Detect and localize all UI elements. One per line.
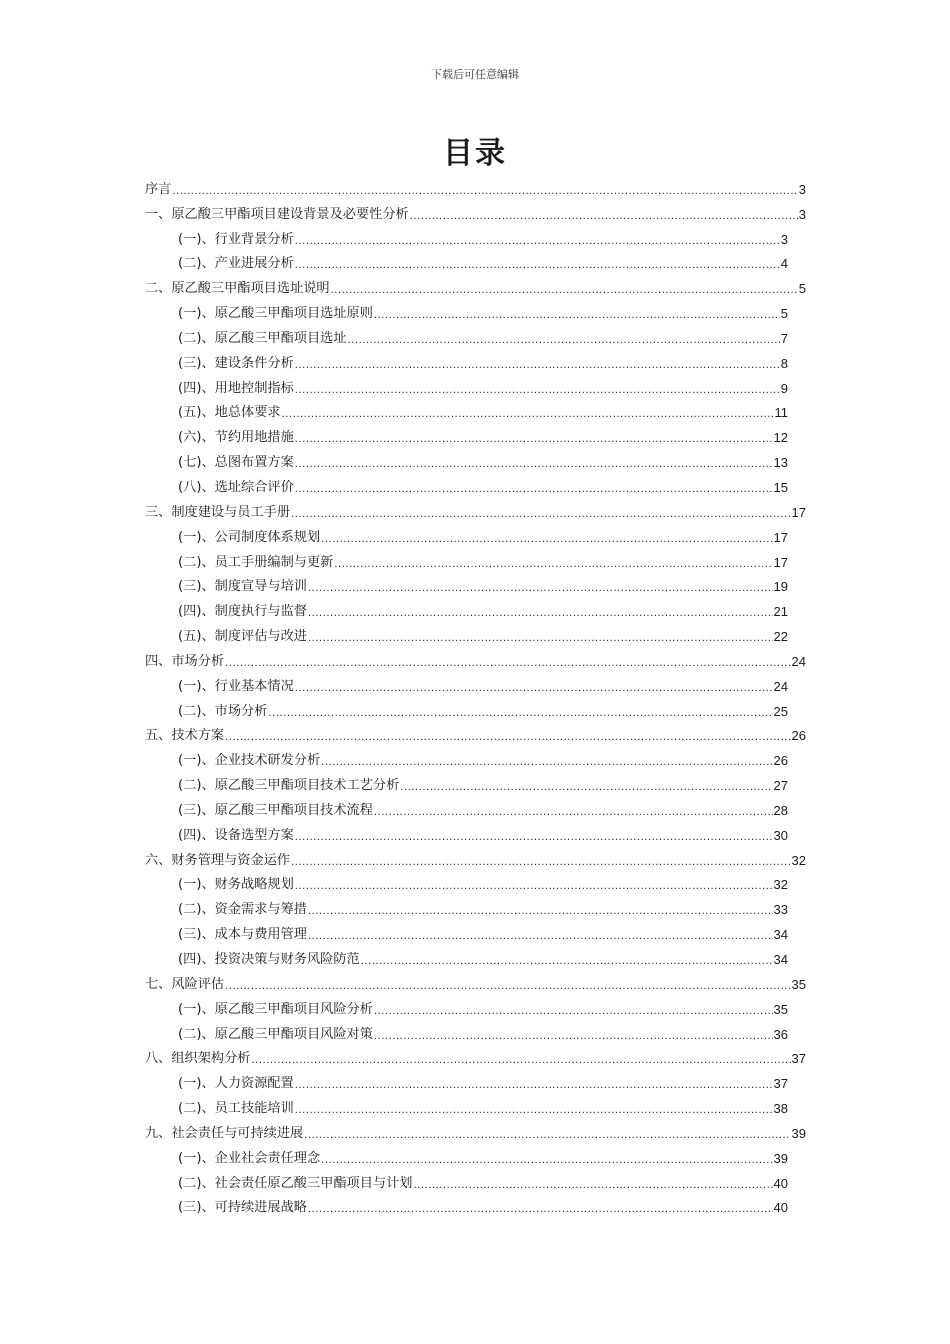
toc-entry[interactable]: [145, 300, 806, 325]
toc-entry[interactable]: [145, 176, 806, 201]
toc-dot-leader: [295, 359, 780, 373]
toc-entry-page: 3: [798, 206, 806, 222]
toc-entry-page: 37: [773, 1076, 788, 1092]
toc-dot-leader: [374, 309, 780, 323]
toc-entry-title: (四)、制度执行与监督: [178, 604, 307, 620]
toc-entry[interactable]: [145, 251, 806, 276]
toc-entry[interactable]: [145, 524, 806, 549]
toc-entry-page: 8: [780, 355, 788, 371]
toc-dot-leader: [308, 930, 773, 944]
toc-entry-page: 22: [773, 629, 788, 645]
toc-entry-page: 17: [791, 504, 806, 520]
toc-dot-leader: [334, 558, 772, 572]
toc-entry-page: 34: [773, 927, 788, 943]
toc-entry[interactable]: [145, 648, 806, 673]
toc-dot-leader: [308, 1203, 773, 1217]
toc-entry-page: 39: [773, 1150, 788, 1166]
toc-dot-leader: [308, 632, 773, 646]
toc-entry[interactable]: [145, 449, 806, 474]
toc-dot-leader: [374, 1005, 773, 1019]
toc-entry-page: 26: [791, 728, 806, 744]
toc-entry-title: (三)、成本与费用管理: [178, 927, 307, 943]
toc-entry[interactable]: [145, 474, 806, 499]
toc-entry[interactable]: [145, 623, 806, 648]
toc-entry-title: 三、制度建设与员工手册: [145, 504, 291, 520]
toc-entry-page: 15: [773, 479, 788, 495]
toc-entry-page: 37: [791, 1051, 806, 1067]
toc-entry-page: 25: [773, 703, 788, 719]
toc-entry[interactable]: [145, 226, 806, 251]
toc-entry[interactable]: [145, 698, 806, 723]
toc-entry-title: (三)、制度宣导与培训: [178, 579, 307, 595]
toc-entry[interactable]: [145, 1145, 806, 1170]
toc-dot-leader: [295, 1079, 773, 1093]
toc-entry-page: 35: [773, 1001, 788, 1017]
toc-dot-leader: [413, 1179, 772, 1193]
toc-entry-title: (一)、公司制度体系规划: [178, 529, 321, 545]
toc-dot-leader: [225, 980, 790, 994]
toc-dot-leader: [268, 707, 772, 721]
toc-entry[interactable]: [145, 499, 806, 524]
toc-dot-leader: [295, 1104, 773, 1118]
toc-dot-leader: [400, 781, 772, 795]
toc-entry-page: 7: [780, 330, 788, 346]
toc-entry-page: 24: [791, 653, 806, 669]
toc-entry-title: 八、组织架构分析: [145, 1051, 251, 1067]
toc-entry[interactable]: [145, 723, 806, 748]
toc-dot-leader: [308, 905, 773, 919]
toc-entry-title: (一)、企业技术研发分析: [178, 753, 321, 769]
toc-entry[interactable]: [145, 1021, 806, 1046]
toc-entry[interactable]: [145, 921, 806, 946]
page-header: 下载后可任意编辑: [431, 68, 519, 81]
toc-entry-page: 24: [773, 678, 788, 694]
toc-entry-title: (二)、市场分析: [178, 703, 268, 719]
toc-entry[interactable]: [145, 201, 806, 226]
toc-entry-title: (二)、产业进展分析: [178, 256, 294, 272]
toc-entry[interactable]: [145, 1095, 806, 1120]
toc-entry[interactable]: [145, 400, 806, 425]
toc-dot-leader: [295, 458, 773, 472]
toc-entry-page: 4: [780, 256, 788, 272]
toc-dot-leader: [295, 259, 780, 273]
toc-entry-title: (三)、原乙酸三甲酯项目技术流程: [178, 802, 373, 818]
toc-entry[interactable]: [145, 896, 806, 921]
toc-entry[interactable]: [145, 375, 806, 400]
toc-dot-leader: [374, 1030, 773, 1044]
toc-entry-title: (一)、财务战略规划: [178, 877, 294, 893]
toc-dot-leader: [410, 210, 798, 224]
toc-entry-page: 40: [773, 1175, 788, 1191]
toc-dot-leader: [295, 880, 773, 894]
toc-dot-leader: [331, 284, 798, 298]
toc-dot-leader: [291, 856, 790, 870]
toc-entry-title: (五)、制度评估与改进: [178, 629, 307, 645]
toc-entry-page: 28: [773, 802, 788, 818]
toc-dot-leader: [321, 1154, 772, 1168]
toc-entry-page: 3: [798, 181, 806, 197]
toc-entry[interactable]: [145, 1046, 806, 1071]
toc-entry[interactable]: [145, 673, 806, 698]
toc-entry-page: 40: [773, 1200, 788, 1216]
toc-entry-page: 11: [774, 405, 788, 421]
toc-entry-page: 13: [773, 455, 788, 471]
toc-entry-page: 5: [798, 281, 806, 297]
toc-dot-leader: [172, 185, 797, 199]
toc-entry[interactable]: [145, 1195, 806, 1220]
toc-dot-leader: [374, 806, 773, 820]
toc-entry-page: 27: [773, 778, 788, 794]
toc-entry-title: (二)、社会责任原乙酸三甲酯项目与计划: [178, 1175, 413, 1191]
toc-entry[interactable]: [145, 1070, 806, 1095]
toc-dot-leader: [361, 955, 773, 969]
toc-entry-page: 39: [791, 1125, 806, 1141]
toc-entry-page: 34: [773, 952, 788, 967]
toc-entry-title: (二)、员工手册编制与更新: [178, 554, 334, 570]
toc-entry-page: 36: [773, 1026, 788, 1042]
toc-entry[interactable]: [145, 822, 806, 847]
toc-entry-page: 35: [791, 976, 806, 992]
toc-entry-title: (一)、企业社会责任理念: [178, 1150, 321, 1166]
toc-entry[interactable]: [145, 549, 806, 574]
toc-dot-leader: [295, 433, 773, 447]
toc-dot-leader: [304, 1129, 790, 1143]
toc-entry-title: (一)、人力资源配置: [178, 1076, 294, 1092]
toc-entry-title: (三)、建设条件分析: [178, 355, 294, 371]
toc-entry-page: 3: [780, 231, 788, 247]
toc-entry-page: 9: [780, 380, 788, 396]
toc-dot-leader: [252, 1054, 791, 1068]
toc-entry-title: 六、财务管理与资金运作: [145, 852, 291, 868]
toc-entry-title: 五、技术方案: [145, 728, 225, 744]
toc-entry-title: (三)、可持续进展战略: [178, 1200, 307, 1216]
toc-dot-leader: [308, 607, 773, 621]
toc-dot-leader: [295, 682, 773, 696]
toc-entry[interactable]: [145, 772, 806, 797]
toc-entry-title: (一)、原乙酸三甲酯项目选址原则: [178, 306, 373, 322]
toc-entry-page: 19: [773, 579, 788, 595]
toc-entry[interactable]: [145, 946, 806, 971]
table-of-contents: [145, 176, 806, 1219]
toc-dot-leader: [295, 235, 780, 249]
toc-entry-title: (七)、总图布置方案: [178, 455, 294, 471]
toc-entry-title: (四)、设备选型方案: [178, 827, 294, 843]
toc-entry[interactable]: [145, 574, 806, 599]
toc-entry[interactable]: [145, 424, 806, 449]
toc-dot-leader: [321, 756, 772, 770]
toc-dot-leader: [225, 657, 790, 671]
toc-entry[interactable]: [145, 797, 806, 822]
toc-entry-page: 17: [773, 554, 788, 570]
toc-entry[interactable]: [145, 350, 806, 375]
toc-dot-leader: [291, 508, 790, 522]
toc-entry-title: (四)、用地控制指标: [178, 380, 294, 396]
toc-dot-leader: [321, 533, 772, 547]
toc-entry[interactable]: [145, 872, 806, 897]
toc-entry-page: 17: [773, 529, 788, 545]
toc-entry-title: (八)、选址综合评价: [178, 479, 294, 495]
toc-entry-title: (一)、行业基本情况: [178, 678, 294, 694]
toc-entry-page: 26: [773, 753, 788, 769]
toc-entry[interactable]: [145, 996, 806, 1021]
toc-entry-page: 21: [773, 604, 788, 620]
toc-entry-title: (四)、投资决策与财务风险防范: [178, 952, 360, 967]
toc-dot-leader: [295, 384, 780, 398]
toc-entry-title: (二)、资金需求与筹措: [178, 902, 307, 918]
toc-entry-page: 30: [773, 827, 788, 843]
toc-entry-title: 九、社会责任与可持续进展: [145, 1125, 304, 1141]
toc-entry-title: (二)、原乙酸三甲酯项目技术工艺分析: [178, 778, 400, 794]
toc-entry[interactable]: [145, 1120, 806, 1145]
toc-entry-title: (六)、节约用地措施: [178, 430, 294, 446]
page-title: 目录: [443, 136, 507, 171]
toc-dot-leader: [225, 731, 790, 745]
toc-dot-leader: [282, 408, 774, 422]
toc-dot-leader: [295, 831, 773, 845]
toc-dot-leader: [348, 334, 780, 348]
toc-entry-title: 序言: [145, 181, 172, 197]
toc-entry[interactable]: [145, 971, 806, 996]
toc-entry[interactable]: [145, 747, 806, 772]
toc-entry-title: (二)、原乙酸三甲酯项目选址: [178, 330, 347, 346]
toc-entry-title: 七、风险评估: [145, 976, 225, 992]
toc-entry-title: (二)、员工技能培训: [178, 1101, 294, 1117]
toc-entry-title: (一)、行业背景分析: [178, 231, 294, 247]
toc-entry-title: (二)、原乙酸三甲酯项目风险对策: [178, 1026, 373, 1042]
toc-entry[interactable]: [145, 598, 806, 623]
toc-entry-title: (五)、地总体要求: [178, 405, 281, 421]
toc-entry[interactable]: [145, 1170, 806, 1195]
toc-entry-title: (一)、原乙酸三甲酯项目风险分析: [178, 1001, 373, 1017]
toc-entry-page: 12: [773, 430, 788, 446]
toc-dot-leader: [295, 483, 773, 497]
toc-entry[interactable]: [145, 325, 806, 350]
toc-entry-title: 二、原乙酸三甲酯项目选址说明: [145, 281, 330, 297]
toc-entry-title: 四、市场分析: [145, 653, 225, 669]
toc-entry-page: 32: [773, 877, 788, 893]
toc-entry-page: 5: [780, 306, 788, 322]
toc-entry-page: 32: [791, 852, 806, 868]
toc-entry-title: 一、原乙酸三甲酯项目建设背景及必要性分析: [145, 206, 409, 222]
toc-entry[interactable]: [145, 275, 806, 300]
toc-entry-page: 38: [773, 1101, 788, 1117]
toc-entry[interactable]: [145, 847, 806, 872]
toc-dot-leader: [308, 582, 773, 596]
toc-entry-page: 33: [773, 902, 788, 918]
